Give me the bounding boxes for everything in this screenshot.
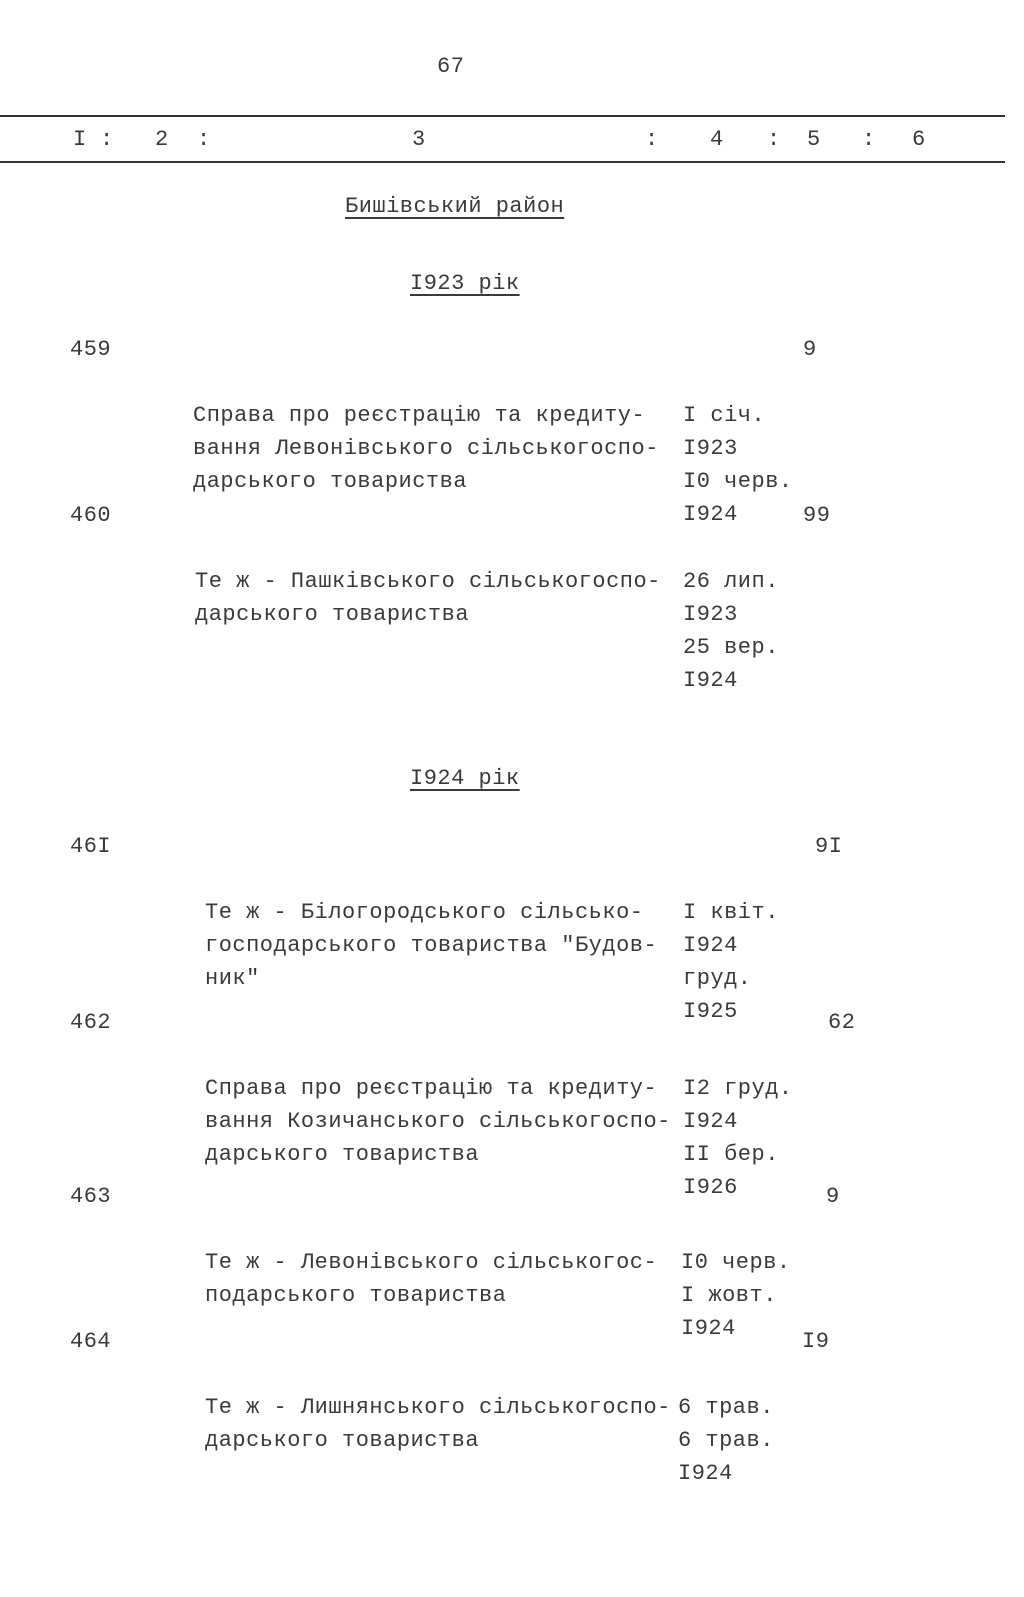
district-heading: Бишівський район [345,194,565,219]
entry-title: Справа про реєстрацію та кредиту- вання Козичанського сільськогоспо- дарського товариства [205,1076,671,1167]
header-top-rule [0,115,1005,117]
year-heading: I923 рік [410,271,520,296]
col-4: 4 [710,127,724,152]
col-5: 5 [807,127,821,152]
col-sep: : [862,127,876,152]
entry-title: Те ж - Лишнянського сільськогоспо- дарського товариства [205,1395,671,1453]
entry-number: 464 [70,1329,112,1354]
col-3: 3 [412,127,426,152]
entry-pages: 99 [803,503,831,528]
col-sep: : [100,127,114,152]
entry-number: 463 [70,1184,112,1209]
year-heading: I924 рік [410,766,520,791]
entry-dates: I2 груд. I924 II бер. I926 [683,1076,793,1200]
entry-number: 46I [70,834,112,859]
col-6: 6 [912,127,926,152]
entry-dates: 6 трав. 6 трав. I924 [678,1395,774,1486]
col-sep: : [197,127,211,152]
col-sep: : [645,127,659,152]
col-1: I [73,127,87,152]
entry-dates: I квіт. I924 груд. I925 [683,900,779,1024]
entry-pages: 9 [826,1184,840,1209]
col-sep: : [767,127,781,152]
entry-pages: 62 [828,1010,856,1035]
entry-dates: 26 лип. I923 25 вер. I924 [683,569,779,693]
col-2: 2 [155,127,169,152]
entry-title: Те ж - Левонівського сільськогос- подарського товариства [205,1250,658,1308]
entry-dates: I0 черв. I жовт. I924 [681,1250,791,1341]
entry-title: Те ж - Пашківського сільськогоспо- дарського товариства [195,569,661,627]
page-number: 67 [437,54,465,79]
entry-title: Те ж - Білогородського сільсько- господарського товариства "Будов- ник" [205,900,658,991]
entry-dates: I січ. I923 I0 черв. I924 [683,403,793,527]
entry-number: 459 [70,337,112,362]
entry-title: Справа про реєстрацію та кредиту- вання Левонівського сільськогоспо- дарського товариства [193,403,659,494]
header-bottom-rule [0,161,1005,163]
entry-number: 460 [70,503,112,528]
entry-pages: 9I [815,834,843,859]
entry-number: 462 [70,1010,112,1035]
entry-pages: 9 [803,337,817,362]
entry-pages: I9 [802,1329,830,1354]
